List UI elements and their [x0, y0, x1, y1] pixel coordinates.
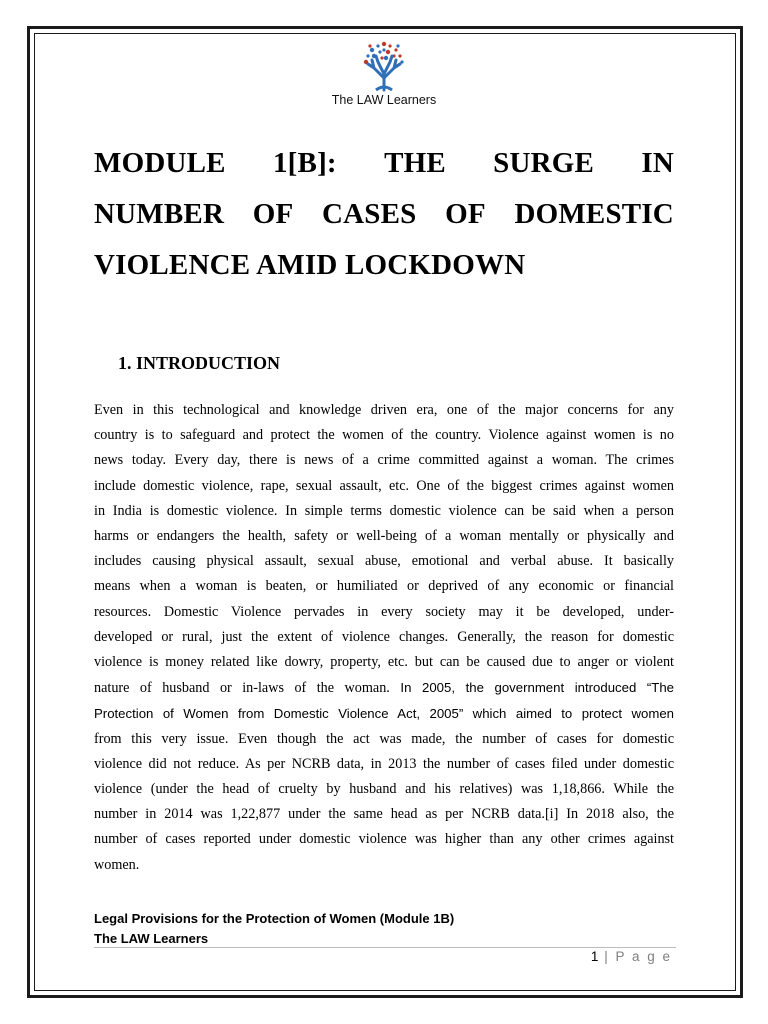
law-learners-logo	[328, 38, 440, 114]
paragraph-line: resources. Domestic Violence pervades in every society may it be developed, under-	[94, 603, 674, 620]
logo-text: The LAW Learners	[331, 93, 437, 107]
canopy-dot	[394, 48, 397, 51]
paragraph-line: in India is domestic violence. In simple terms domestic violence can be said when a person	[94, 502, 674, 519]
footer-line-2: The LAW Learners	[94, 931, 209, 946]
paragraph-line: harms or endangers the health, safety or well-being of a woman mentally or physically and	[94, 528, 674, 545]
canopy-dot	[370, 48, 374, 52]
paragraph-line: country is to safeguard and protect the women of the country. Violence against women is no	[94, 427, 674, 444]
paragraph-line: number in 2014 was 1,22,877 under the same head as per NCRB data.[i] In 2018 also, the	[94, 806, 674, 823]
paragraph-line: includes causing physical assault, sexual abuse, emotional and verbal abuse. It basically	[94, 553, 674, 570]
paragraph-line: news today. Every day, there is news of a crime committed against a woman. The crimes	[94, 452, 674, 469]
canopy-dot	[382, 48, 385, 51]
canopy-dot	[386, 50, 390, 54]
paragraph-line: means when a woman is beaten, or humiliated or deprived of any economic or financial	[94, 578, 674, 595]
canopy-dot	[382, 42, 386, 46]
canopy-dot	[378, 50, 381, 53]
canopy-dot	[384, 56, 388, 60]
canopy-dot	[380, 56, 383, 59]
title-line-1: MODULE 1[B]: THE SURGE IN	[94, 147, 674, 179]
tree-hands-icon	[354, 38, 414, 92]
page-number	[591, 949, 672, 964]
document-title	[94, 138, 674, 291]
paragraph-line: violence (under the head of cruelty by husband and his relatives) was 1,18,866. While the	[94, 781, 674, 798]
title-line-2: NUMBER OF CASES OF DOMESTIC	[94, 198, 674, 230]
title-line-3: VIOLENCE AMID LOCKDOWN	[94, 249, 526, 281]
paragraph-line: developed or rural, just the extent of violence changes. Generally, the reason for domestic	[94, 628, 674, 645]
canopy-dot	[376, 44, 379, 47]
paragraph-line: from this very issue. Even though the act was made, the number of cases for domestic	[94, 730, 674, 747]
footer-line-1: Legal Provisions for the Protection of Women (Module 1B)	[94, 911, 455, 926]
paragraph-line: Even in this technological and knowledge driven era, one of the major concerns for any	[94, 402, 674, 418]
paragraph-line: violence did not reduce. As per NCRB data, in 2013 the number of cases filed under domestic	[94, 755, 674, 772]
canopy-dot	[388, 44, 391, 47]
footer-divider	[94, 947, 676, 948]
paragraph-line: Protection of Women from Domestic Violence Act, 2005” which aimed to protect women	[94, 706, 674, 722]
intro-paragraph	[94, 398, 674, 878]
canopy-dot	[366, 54, 369, 57]
paragraph-line: include domestic violence, rape, sexual assault, etc. One of the biggest crimes against women	[94, 477, 674, 494]
section-heading: 1. INTRODUCTION	[118, 353, 281, 373]
page-label: | P a g e	[604, 949, 672, 964]
footer-title	[94, 909, 454, 949]
canopy-dot	[398, 54, 401, 57]
paragraph-line: women.	[94, 856, 140, 873]
paragraph-line-mixed: nature of husband or in-laws of the woman. In 2005, the government introduced “The	[94, 680, 674, 697]
paragraph-line: violence is money related like dowry, property, etc. but can be caused due to anger or violent	[94, 654, 674, 671]
canopy-dot	[396, 44, 399, 47]
paragraph-line: number of cases reported under domestic violence was higher than any other crimes against	[94, 831, 674, 848]
page-number-value: 1	[590, 949, 599, 964]
canopy-dot	[368, 44, 371, 47]
